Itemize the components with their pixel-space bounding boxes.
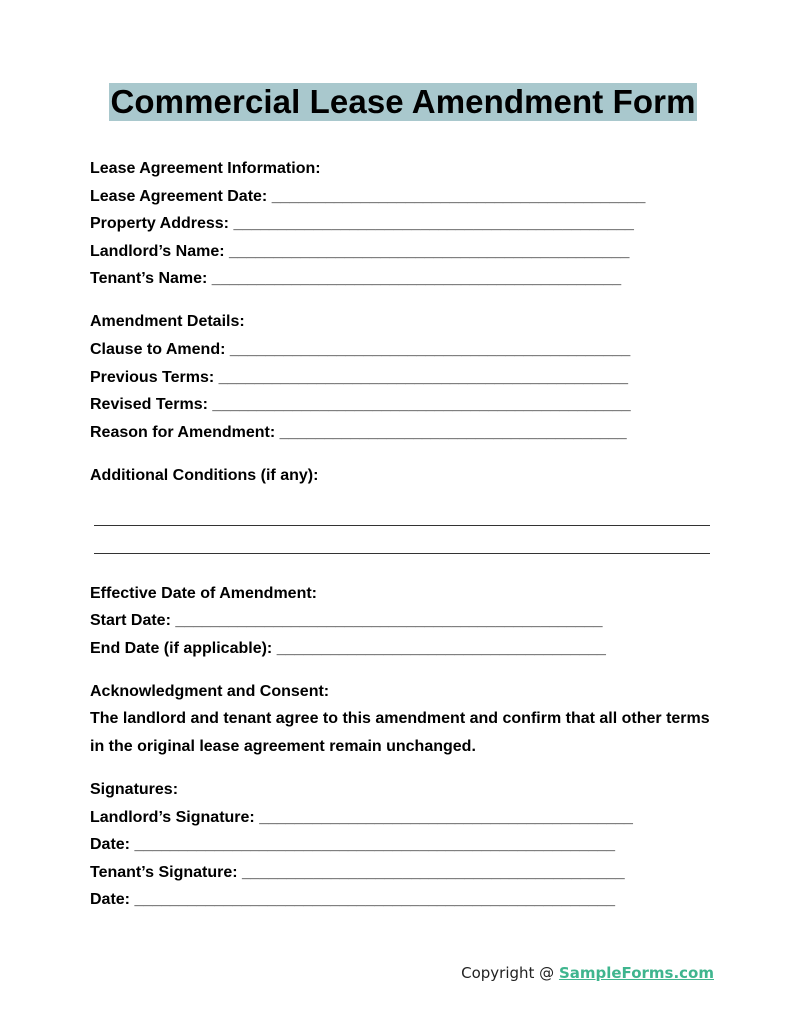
additional-heading: Additional Conditions (if any): <box>90 466 319 484</box>
title-wrapper <box>0 83 806 121</box>
end-date-field[interactable]: End Date (if applicable): _____________________________________ <box>90 639 606 657</box>
signatures-heading: Signatures: <box>90 781 179 799</box>
start-date-field[interactable]: Start Date: ________________________________________________ <box>90 612 603 630</box>
previous-terms-field[interactable]: Previous Terms: ______________________________________________ <box>90 368 628 386</box>
footer-copyright <box>461 963 714 983</box>
copyright-prefix: Copyright @ <box>461 964 559 982</box>
amendment-heading: Amendment Details: <box>90 313 245 331</box>
additional-line-2[interactable] <box>94 526 710 554</box>
tenant-signature-field[interactable]: Tenant’s Signature: ___________________________________________ <box>90 863 625 881</box>
property-address-field[interactable]: Property Address: _____________________________________________ <box>90 215 634 233</box>
signatures-section <box>90 776 730 914</box>
tenant-name-field[interactable]: Tenant’s Name: ______________________________________________ <box>90 270 622 288</box>
acknowledgment-text: The landlord and tenant agree to this amendment and confirm that all other terms in the original lease agreement remain unchanged. <box>90 710 710 755</box>
page-title: Commercial Lease Amendment Form <box>110 83 696 120</box>
tenant-date-field[interactable]: Date: ______________________________________________________ <box>90 891 615 909</box>
amendment-section <box>90 308 730 446</box>
form-body <box>90 155 730 930</box>
revised-terms-field[interactable]: Revised Terms: _______________________________________________ <box>90 396 631 414</box>
clause-field[interactable]: Clause to Amend: _____________________________________________ <box>90 341 631 359</box>
acknowledgment-heading: Acknowledgment and Consent: <box>90 682 330 700</box>
landlord-name-field[interactable]: Landlord’s Name: _____________________________________________ <box>90 242 630 260</box>
effective-heading: Effective Date of Amendment: <box>90 584 317 602</box>
landlord-signature-field[interactable]: Landlord’s Signature: __________________________________________ <box>90 808 633 826</box>
sampleforms-link[interactable]: SampleForms.com <box>558 964 714 982</box>
acknowledgment-section <box>90 678 730 761</box>
additional-line-1[interactable] <box>94 498 710 526</box>
additional-lines <box>90 490 730 554</box>
landlord-date-field[interactable]: Date: ______________________________________________________ <box>90 836 615 854</box>
lease-info-section <box>90 155 730 293</box>
lease-info-heading: Lease Agreement Information: <box>90 160 321 177</box>
lease-date-field[interactable]: Lease Agreement Date: __________________________________________ <box>90 187 646 205</box>
additional-section <box>90 462 730 554</box>
reason-field[interactable]: Reason for Amendment: _______________________________________ <box>90 423 627 441</box>
effective-section <box>90 580 730 663</box>
